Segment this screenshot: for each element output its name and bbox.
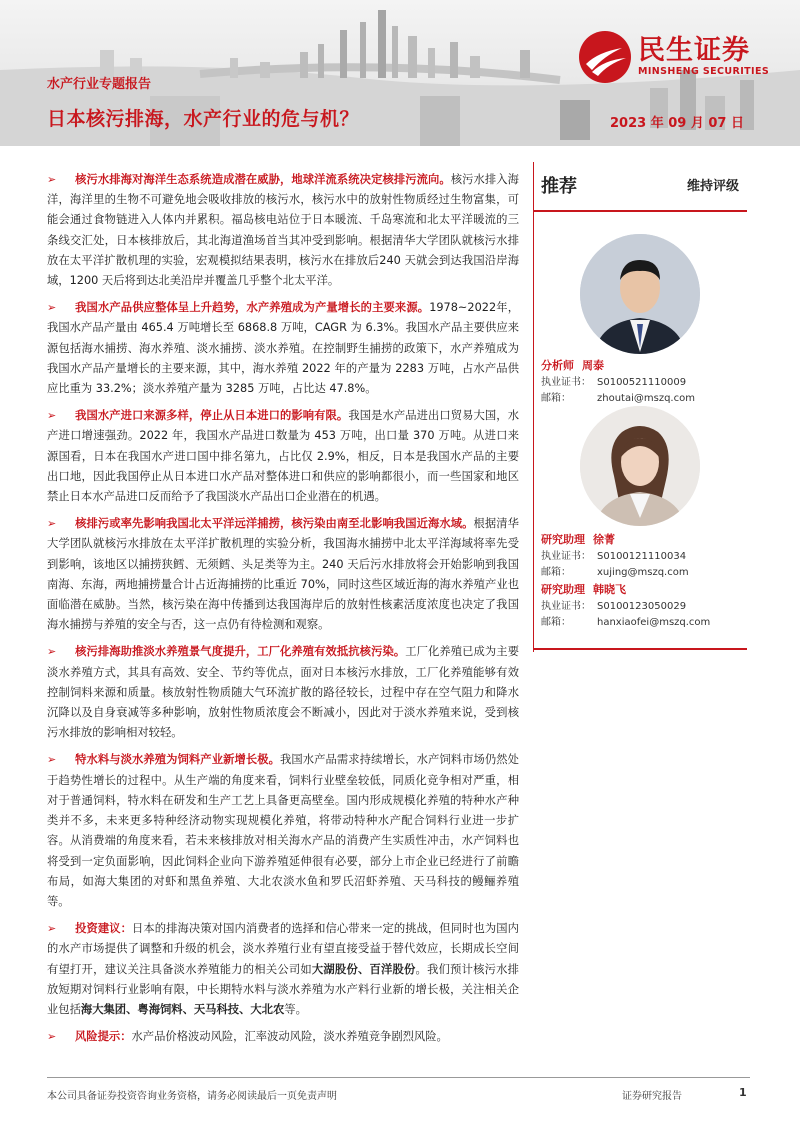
paragraph-lead: 我国水产进口来源多样，停止从日本进口的影响有限。 [75, 409, 349, 423]
analyst-card [541, 582, 710, 631]
paragraph-lead: 风险提示： [75, 1030, 132, 1044]
recommendation-label: 推荐 [541, 176, 577, 197]
report-summary [47, 170, 519, 1054]
paragraph-lead: 核排污或率先影响我国北太平洋远洋捕捞，核污染由南至北影响我国近海水域。 [75, 517, 474, 531]
paragraph-text: 根据清华大学团队就核污水排放在太平洋扩散机理的实验分析，我国海水捕捞中北太平洋海域将率先受到影响，该地区以捕捞狭鳕、无须鳕、头足类等为主。240 天后污水排放将会开始影响到我国南海、东海，两地捕捞量合计占近海捕捞的比重近 70%，同时这些区域近海的海水养殖产业也面临潜在威胁。当然，核污染在海中传播到达我国海岸后的放射性核素活度浓度也决定了我国海水捕捞与养殖的安全与否，这一点仍有待检测和观察。 [47, 517, 519, 632]
paragraph-text: 我国水产品需求持续增长，水产饲料市场仍然处于趋势性增长的过程中。从生产端的角度来看，饲料行业壁垒较低，同质化竞争相对严重，相对于普通饲料，特水料在研发和生产工艺上具备更高壁垒。国内形成规模化养殖的特种水产种类并不多，未来更多特种经济动物实现规模化养殖，将带动特种水产配合饲料行业进一步扩容。从消费端的角度来看，若未来核排放对相关海水产品的消费产生实质性冲击，水产饲料也将受到一定负面影响，因此饲料企业向下游养殖延伸很有必要，部分上市企业已经进行了前瞻布局，如海大集团的对虾和黑鱼养殖、大北农淡水鱼和罗氏沼虾养殖、天马科技的鳗鲡养殖等。 [47, 753, 519, 908]
bullet-arrow-icon: ➢ [47, 301, 57, 315]
cert-number: S0100123050029 [597, 601, 687, 612]
paragraph-lead: 核污水排海对海洋生态系统造成潜在威胁，地球洋流系统决定核排污流向。 [75, 173, 451, 186]
bullet-arrow-icon: ➢ [47, 173, 57, 186]
paragraph-lead: 我国水产品供应整体呈上升趋势，水产养殖成为产量增长的主要来源。 [75, 301, 430, 315]
risk-warning-paragraph [47, 1027, 519, 1047]
cert-label: 执业证书： [541, 377, 591, 388]
cert-label: 执业证书： [541, 551, 591, 562]
research-assistant-photo [580, 406, 700, 526]
report-type-label: 水产行业专题报告 [47, 77, 152, 92]
summary-paragraph [47, 298, 519, 399]
cert-label: 执业证书： [541, 601, 591, 612]
paragraph-text: 等。 [284, 1002, 307, 1016]
analyst-sidebar [533, 162, 747, 628]
analyst-card [541, 532, 689, 581]
bullet-arrow-icon: ➢ [47, 409, 57, 423]
paragraph-text: 日本的排海决策对国内消费者的选择和信心带来一定的挑战，但同时也为国内的水产市场提供了调整和升级的机会，淡水养殖行业有望直接受益于替代效应，长期成长空间有望打开，建议关注具备淡水养殖能力的相关公司如 [47, 922, 519, 976]
logo-chinese-name: 民生证券 [638, 35, 750, 66]
paragraph-lead: 特水料与淡水养殖为饲料产业新增长极。 [75, 753, 280, 767]
analyst-email[interactable]: zhoutai@mszq.com [597, 393, 695, 404]
email-label: 邮箱： [541, 567, 571, 578]
paragraph-text: 工厂化养殖已成为主要淡水养殖方式，其具有高效、安全、节约等优点，面对日本核污水排放，工厂化养殖能够有效控制饲料来源和质量。核放射性物质随大气环流扩散的路径较长，过程中存在空气阻力和降水沉降以及自身衰减等多种影响，放射性物质浓度会不断减小，因此对于淡水养殖来说，受到核污水排放的影响相对较轻。 [47, 645, 519, 740]
analyst-photo [580, 234, 700, 354]
email-label: 邮箱： [541, 617, 571, 628]
page-number: 1 [739, 1086, 747, 1099]
recommended-companies: 海大集团、粤海饲料、天马科技、大北农 [80, 1002, 285, 1016]
sidebar-divider [533, 162, 534, 652]
analyst-email[interactable]: hanxiaofei@mszq.com [597, 617, 711, 628]
analyst-name: 徐菁 [593, 533, 615, 546]
paragraph-text: 。我们预计核污水排放短期对饲料行业影响有限，中长期特水料与淡水养殖为水产料行业新的增长极，关注相关企业包括 [47, 962, 519, 1016]
rating-header [533, 162, 747, 212]
summary-paragraph [47, 750, 519, 912]
paragraph-lead: 投资建议： [75, 922, 133, 936]
bullet-arrow-icon: ➢ [47, 517, 57, 531]
summary-paragraph [47, 642, 519, 743]
footer-disclaimer: 本公司具备证券投资咨询业务资格，请务必阅读最后一页免责声明 [47, 1091, 337, 1102]
analyst-role: 研究助理 [541, 533, 585, 546]
footer-report-type: 证券研究报告 [622, 1091, 682, 1102]
analyst-card [541, 358, 695, 407]
analyst-name: 韩晓飞 [593, 583, 626, 596]
analyst-email[interactable]: xujing@mszq.com [597, 567, 689, 578]
summary-paragraph [47, 170, 519, 291]
analyst-name: 周泰 [582, 359, 604, 372]
report-title: 日本核污排海，水产行业的危与机？ [47, 108, 360, 130]
bullet-arrow-icon: ➢ [47, 645, 57, 659]
company-logo [578, 30, 769, 84]
paragraph-text: 核污水排入海洋，海洋里的生物不可避免地会吸收排放的核污水，核污水中的放射性物质经过生物富集，可能会通过食物链进入人体内并累积。福岛核电站位于日本暖流、千岛寒流和北太平洋暖流的三条线交汇处，日本核排放后，其北海道渔场首当其冲受到影响。根据清华大学团队就核污水排放在太平洋扩散机理的实验，宏观模拟结果表明，核污水在排放后240 天就会到达我国沿岸海域，1200 天后将到达北美沿岸并覆盖几乎整个北太平洋。 [47, 173, 519, 288]
paragraph-text: 我国是水产品进出口贸易大国，水产进口增速强劲。2022 年，我国水产品进口数量为 453 万吨，出口量 370 万吨。从进口来源国看，日本在我国水产进口国中排名第九，占比仅 2.9%，相反，日本是我国水产品的主要出口地，因此我国停止从日本进口水产品对整体进口和供应的影响都很小，而一些国家和地区禁止日本水产品进口反而给予了我国淡水产品出口企业潜在的机遇。 [47, 409, 519, 504]
cert-number: S0100121110034 [597, 551, 687, 562]
header-banner [0, 0, 800, 146]
bullet-arrow-icon: ➢ [47, 922, 57, 936]
paragraph-text: 1978~2022年，我国水产品产量由 465.4 万吨增长至 6868.8 万吨，CAGR 为 6.3%。我国水产品主要供应来源包括海水捕捞、海水养殖、淡水捕捞、淡水养殖。在控制野生捕捞的政策下，水产养殖成为我国水产品产量增长的主要来源，其中，海水养殖 2022 年的产量为 2283 万吨，占水产品供应比重为 33.2%；淡水养殖产量为 3285 万吨，占比达 47.8%。 [47, 301, 519, 396]
footer-divider [47, 1077, 750, 1078]
summary-paragraph [47, 514, 519, 635]
logo-english-name: MINSHENG SECURITIES [638, 66, 770, 77]
rating-label: 维持评级 [686, 179, 739, 194]
paragraph-lead: 核污排海助推淡水养殖景气度提升，工厂化养殖有效抵抗核污染。 [75, 645, 406, 659]
analyst-role: 分析师 [541, 359, 574, 372]
report-date: 2023 年 09 月 07 日 [610, 116, 744, 131]
analyst-role: 研究助理 [541, 583, 585, 596]
bullet-arrow-icon: ➢ [47, 753, 57, 767]
investment-advice-paragraph [47, 919, 519, 1020]
recommended-companies: 大湖股份、百洋股份 [311, 962, 416, 976]
cert-number: S0100521110009 [597, 377, 687, 388]
paragraph-text: 水产品价格波动风险，汇率波动风险，淡水养殖竞争剧烈风险。 [131, 1030, 448, 1044]
sidebar-bottom-rule [533, 648, 747, 650]
email-label: 邮箱： [541, 393, 571, 404]
summary-paragraph [47, 406, 519, 507]
bullet-arrow-icon: ➢ [47, 1030, 57, 1044]
minsheng-logo-icon [578, 30, 632, 84]
